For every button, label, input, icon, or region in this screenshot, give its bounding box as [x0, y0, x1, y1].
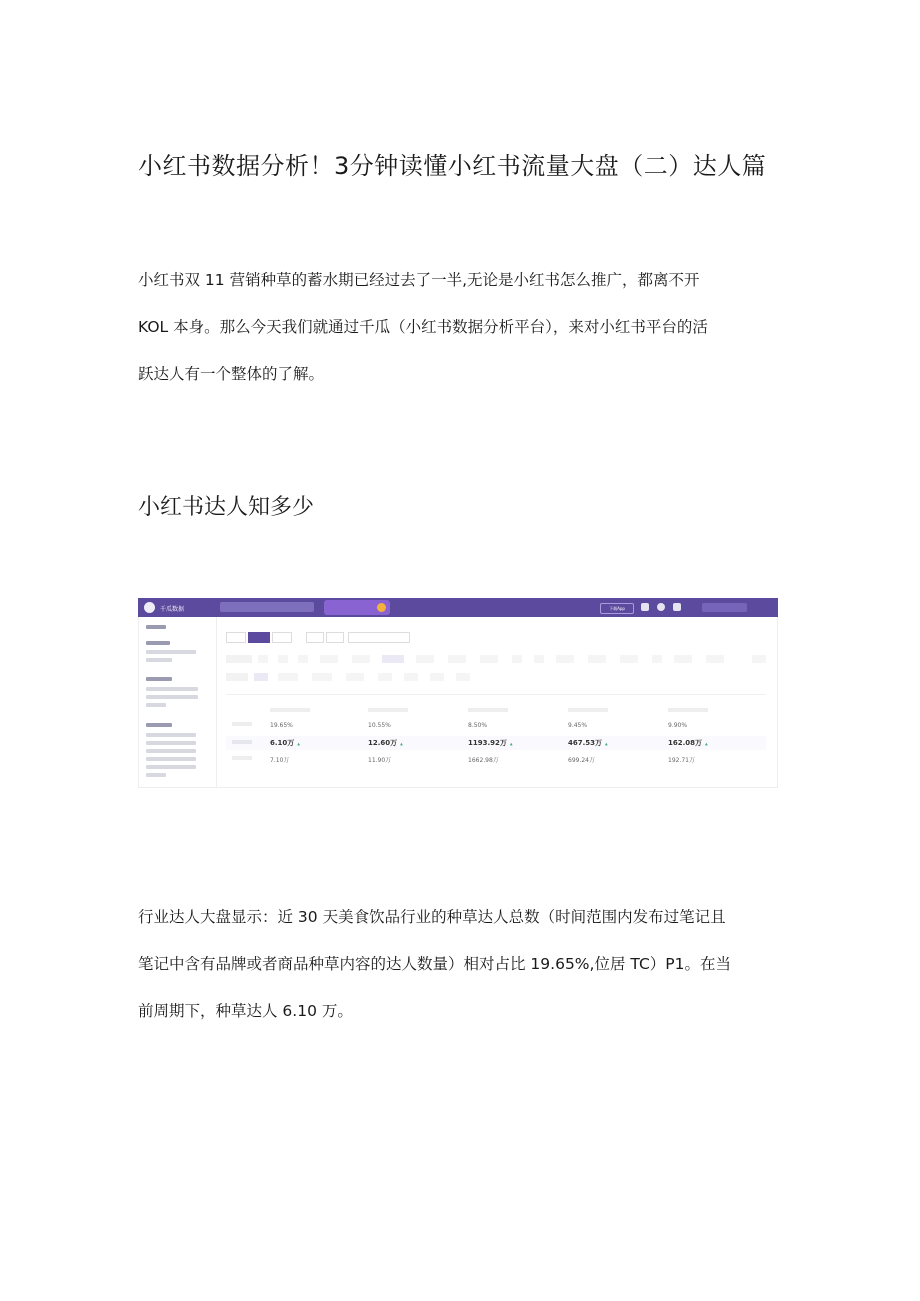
tab[interactable]: [226, 632, 246, 643]
sidebar-item[interactable]: [146, 765, 196, 769]
share-percent: 9.90%: [668, 722, 688, 729]
filter-chip[interactable]: [706, 655, 724, 663]
filter-chip[interactable]: [278, 673, 298, 681]
filter-chip[interactable]: [456, 673, 470, 681]
row-label: [232, 722, 252, 726]
fan-range-filter-row: [226, 671, 774, 685]
talent-count: 12.60万 ▲: [368, 739, 403, 747]
date-range-picker[interactable]: [348, 632, 410, 643]
conclusion-line: 笔记中含有品牌或者商品种草内容的达人数量）相对占比 19.65%,位居 TC）P1。在当: [138, 955, 731, 973]
dashboard-sidebar: [138, 617, 217, 788]
tab-active[interactable]: [248, 632, 270, 643]
download-app-button[interactable]: 下载App: [600, 603, 634, 614]
badge-icon: [377, 603, 386, 612]
filter-chip[interactable]: [480, 655, 498, 663]
talent-metrics-grid: [226, 708, 766, 778]
filter-chip[interactable]: [258, 655, 268, 663]
intro-line: 小红书双 11 营销种草的蓄水期已经过去了一半,无论是小红书怎么推广，都离不开: [138, 271, 700, 289]
filter-chip[interactable]: [298, 655, 308, 663]
filter-chip[interactable]: [278, 655, 288, 663]
column-header: [270, 708, 310, 712]
filter-chip[interactable]: [534, 655, 544, 663]
filter-chip[interactable]: [416, 655, 434, 663]
column-header: [368, 708, 408, 712]
row-label: [232, 756, 252, 760]
filter-chip[interactable]: [512, 655, 522, 663]
grid-icon[interactable]: [641, 603, 649, 611]
row-label: [232, 740, 252, 744]
tab[interactable]: [326, 632, 344, 643]
talent-count: 162.08万 ▲: [668, 739, 708, 747]
conclusion-paragraph: [138, 894, 788, 1035]
share-percent: 10.55%: [368, 722, 391, 729]
filter-chip[interactable]: [448, 655, 466, 663]
sidebar-item[interactable]: [146, 677, 172, 681]
filter-chip[interactable]: [674, 655, 692, 663]
filter-chip[interactable]: [588, 655, 606, 663]
category-filter-row: [226, 653, 774, 667]
brand-name: 千瓜数据: [160, 606, 185, 613]
filter-chip[interactable]: [352, 655, 370, 663]
filter-chip[interactable]: [320, 655, 338, 663]
sidebar-item[interactable]: [146, 703, 166, 707]
divider: [226, 694, 766, 695]
filter-chip-active[interactable]: [382, 655, 404, 663]
section-heading: 小红书达人知多少: [138, 495, 315, 520]
dashboard-screenshot: [138, 598, 778, 788]
tab[interactable]: [272, 632, 292, 643]
filter-chip[interactable]: [430, 673, 444, 681]
filter-chip-active[interactable]: [254, 673, 268, 681]
talent-count: 1193.92万 ▲: [468, 739, 513, 747]
brand-logo-icon: [144, 602, 155, 613]
filter-chip[interactable]: [312, 673, 332, 681]
sidebar-item[interactable]: [146, 773, 166, 777]
intro-line: KOL 本身。那么今天我们就通过千瓜（小红书数据分析平台），来对小红书平台的活: [138, 318, 708, 336]
previous-count: 699.24万: [568, 757, 595, 764]
share-percent: 19.65%: [270, 722, 293, 729]
conclusion-line: 行业达人大盘显示：近 30 天美食饮品行业的种草达人总数（时间范围内发布过笔记且: [138, 908, 726, 926]
previous-count: 1662.98万: [468, 757, 499, 764]
more-dropdown[interactable]: [752, 655, 766, 663]
conclusion-line: 前周期下，种草达人 6.10 万。: [138, 1002, 353, 1020]
sidebar-item[interactable]: [146, 687, 198, 691]
filter-chip[interactable]: [556, 655, 574, 663]
mail-icon[interactable]: [673, 603, 681, 611]
share-percent: 9.45%: [568, 722, 588, 729]
sidebar-item[interactable]: [146, 641, 170, 645]
previous-count: 11.90万: [368, 757, 392, 764]
sidebar-item[interactable]: [146, 695, 198, 699]
dashboard-topbar: [138, 598, 778, 617]
column-header: [568, 708, 608, 712]
help-icon[interactable]: [657, 603, 665, 611]
talent-count: 467.53万 ▲: [568, 739, 608, 747]
filter-label: [226, 673, 248, 681]
sidebar-item[interactable]: [146, 741, 196, 745]
sidebar-item[interactable]: [146, 749, 196, 753]
sidebar-item[interactable]: [146, 658, 172, 662]
previous-count: 192.71万: [668, 757, 695, 764]
filter-chip[interactable]: [346, 673, 364, 681]
tab[interactable]: [306, 632, 324, 643]
sidebar-item[interactable]: [146, 625, 166, 629]
intro-line: 跃达人有一个整体的了解。: [138, 365, 325, 383]
filter-chip[interactable]: [620, 655, 638, 663]
filter-chip[interactable]: [404, 673, 418, 681]
column-header: [668, 708, 708, 712]
search-input[interactable]: [220, 602, 314, 612]
previous-count: 7.10万: [270, 757, 290, 764]
filter-chip[interactable]: [652, 655, 662, 663]
sidebar-item[interactable]: [146, 733, 196, 737]
page-title: 小红书数据分析！3分钟读懂小红书流量大盘（二）达人篇: [138, 152, 767, 180]
column-header: [468, 708, 508, 712]
intro-paragraph: [138, 257, 788, 398]
talent-count: 6.10万 ▲: [270, 739, 300, 747]
user-menu[interactable]: [702, 603, 747, 612]
sidebar-item[interactable]: [146, 757, 196, 761]
filter-chip[interactable]: [378, 673, 392, 681]
share-percent: 8.50%: [468, 722, 488, 729]
promo-banner: [324, 600, 390, 615]
sidebar-item[interactable]: [146, 723, 172, 727]
sidebar-item[interactable]: [146, 650, 196, 654]
filter-label: [226, 655, 252, 663]
